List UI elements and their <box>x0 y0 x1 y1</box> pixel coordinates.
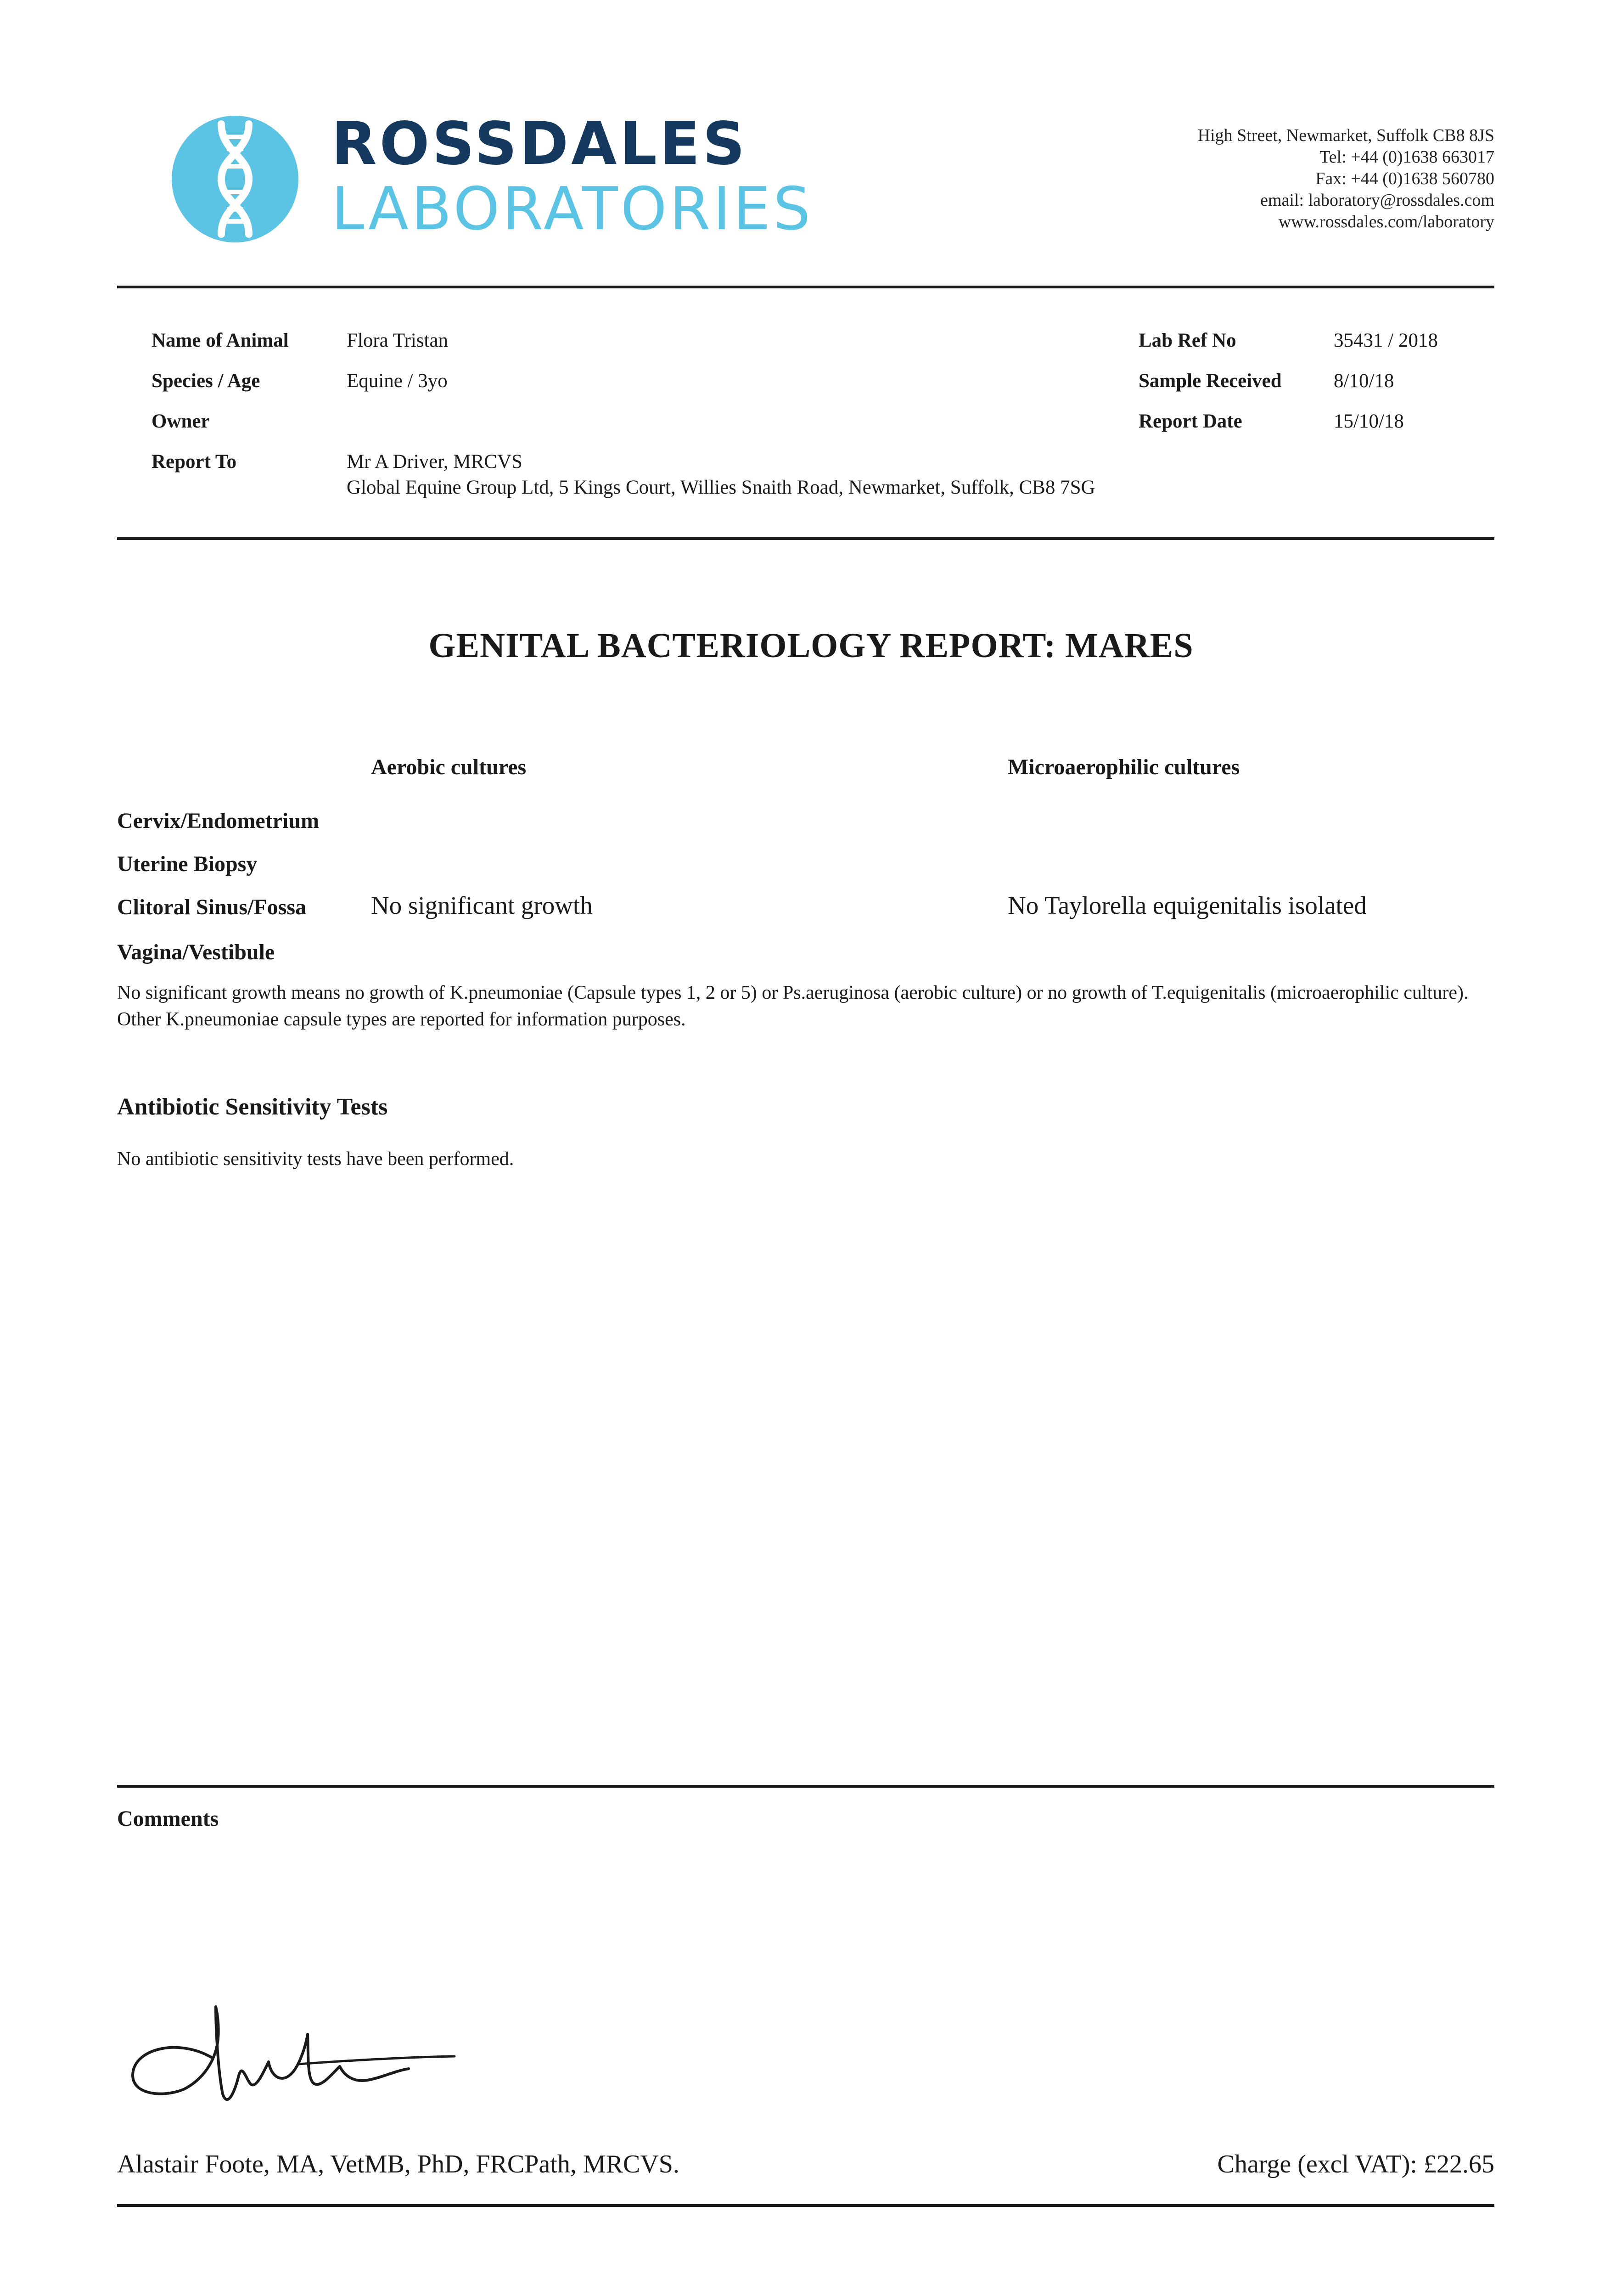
owner-label: Owner <box>152 411 210 432</box>
report-to-label: Report To <box>152 451 237 473</box>
report-to-line2: Global Equine Group Ltd, 5 Kings Court, Willies Snaith Road, Newmarket, Suffolk, CB8 7SG <box>347 477 1095 498</box>
dna-helix-icon <box>171 115 299 243</box>
sample-received-value: 8/10/18 <box>1334 370 1394 392</box>
site-label-vagina: Vagina/Vestibule <box>117 940 275 964</box>
divider-comments <box>117 1785 1494 1788</box>
species-age-label: Species / Age <box>152 370 260 392</box>
divider-bottom <box>117 2204 1494 2207</box>
site-label-uterine-biopsy: Uterine Biopsy <box>117 852 258 876</box>
results-footnote: No significant growth means no growth of K.pneumoniae (Capsule types 1, 2 or 5) or Ps.aeruginosa (aerobic culture) or no growth of T.equigenitalis (microaerophilic culture). Other K.pneumoniae capsule types are reported for information purposes. <box>117 982 1469 1030</box>
sample-received-label: Sample Received <box>1139 370 1282 392</box>
contact-email: email: laboratory@rossdales.com <box>1260 191 1494 210</box>
contact-web: www.rossdales.com/laboratory <box>1278 212 1494 231</box>
report-date-label: Report Date <box>1139 411 1242 432</box>
contact-address: High Street, Newmarket, Suffolk CB8 8JS <box>1197 126 1494 145</box>
aerobic-header: Aerobic cultures <box>371 755 527 779</box>
site-label-cervix: Cervix/Endometrium <box>117 809 319 833</box>
microaerophilic-result: No Taylorella equigenitalis isolated <box>1008 891 1367 919</box>
brand-name-line1: ROSSDALES <box>331 110 748 178</box>
comments-label: Comments <box>117 1806 219 1831</box>
lab-ref-label: Lab Ref No <box>1139 330 1236 351</box>
report-title: GENITAL BACTERIOLOGY REPORT: MARES <box>428 626 1194 665</box>
contact-tel: Tel: +44 (0)1638 663017 <box>1319 147 1494 167</box>
signature-image <box>124 2002 482 2112</box>
site-label-clitoral: Clitoral Sinus/Fossa <box>117 895 307 919</box>
animal-name-value: Flora Tristan <box>347 330 449 351</box>
brand-name-line2: LABORATORIES <box>331 175 814 243</box>
animal-name-label: Name of Animal <box>152 330 289 351</box>
antibiotic-section-title: Antibiotic Sensitivity Tests <box>117 1094 388 1120</box>
signatory-name: Alastair Foote, MA, VetMB, PhD, FRCPath, MRCVS. <box>117 2150 679 2178</box>
contact-block <box>1198 125 1494 233</box>
contact-fax: Fax: +44 (0)1638 560780 <box>1315 169 1494 188</box>
divider-top <box>117 286 1494 288</box>
aerobic-result: No significant growth <box>371 891 593 919</box>
microaerophilic-header: Microaerophilic cultures <box>1008 755 1240 779</box>
charge-amount: Charge (excl VAT): £22.65 <box>1217 2150 1494 2178</box>
report-to-line1: Mr A Driver, MRCVS <box>347 451 522 473</box>
antibiotic-section-body: No antibiotic sensitivity tests have been performed. <box>117 1148 514 1170</box>
divider-details <box>117 537 1494 540</box>
lab-ref-value: 35431 / 2018 <box>1334 330 1438 351</box>
species-age-value: Equine / 3yo <box>347 370 448 392</box>
report-date-value: 15/10/18 <box>1334 411 1404 432</box>
